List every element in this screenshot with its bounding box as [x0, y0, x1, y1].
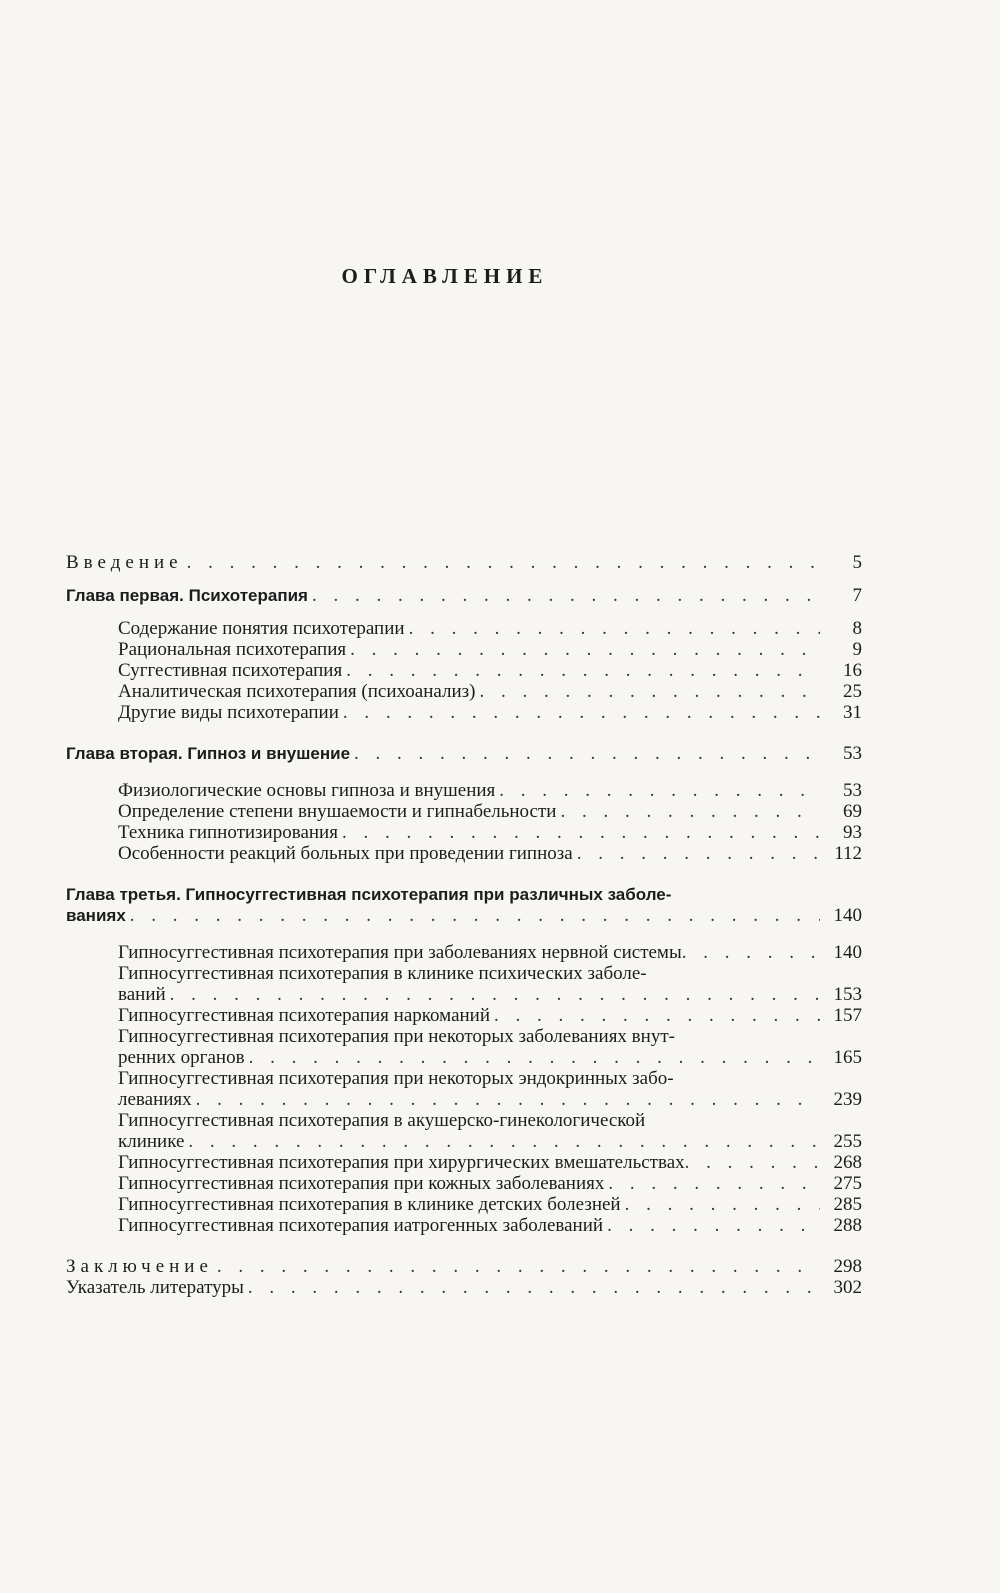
toc-entry[interactable] — [66, 1215, 862, 1236]
toc-entry-wrap-line[interactable]: Гипносуггестивная психотерапия при некоторых эндокринных забо- — [118, 1068, 674, 1089]
leader-dots — [682, 942, 824, 963]
toc-entry[interactable] — [66, 942, 862, 963]
toc-label: Суггестивная психотерапия — [118, 660, 343, 681]
toc-entry-wrap-line[interactable]: Гипносуггестивная психотерапия в клинике психических заболе- — [118, 963, 647, 984]
table-of-contents — [66, 552, 862, 1298]
toc-page: 153 — [833, 984, 862, 1005]
toc-entry-wrap-line[interactable]: Гипносуггестивная психотерапия в акушерско-гинекологической — [118, 1110, 646, 1131]
leader-dots — [607, 1215, 820, 1236]
toc-page: 165 — [833, 1047, 862, 1068]
toc-entry[interactable] — [66, 702, 862, 723]
toc-entry-wrap-line[interactable]: Гипносуггестивная психотерапия при некоторых заболеваниях внут- — [118, 1026, 675, 1047]
leader-dots — [685, 1152, 824, 1173]
leader-dots — [560, 801, 820, 822]
toc-chapter-3[interactable] — [66, 905, 862, 926]
toc-label: Гипносуггестивная психотерапия при хирургических вмешательствах — [118, 1152, 685, 1173]
toc-label: Гипносуггестивная психотерапия при кожных заболеваниях — [118, 1173, 605, 1194]
toc-page: 9 — [852, 639, 862, 660]
toc-page: 112 — [834, 843, 862, 864]
toc-label: ваний — [118, 984, 166, 1005]
toc-entry[interactable] — [66, 1089, 862, 1110]
leader-dots — [188, 1131, 820, 1152]
toc-entry[interactable] — [66, 1194, 862, 1215]
toc-page: 140 — [833, 942, 862, 963]
leader-dots — [248, 1277, 820, 1298]
toc-page: 53 — [843, 743, 862, 764]
toc-chapter-2[interactable] — [66, 743, 862, 764]
toc-entry[interactable] — [66, 639, 862, 660]
toc-page: 5 — [852, 552, 862, 573]
leader-dots — [354, 743, 820, 764]
toc-label: Техника гипнотизирования — [118, 822, 338, 843]
leader-dots — [130, 905, 820, 926]
toc-label: Аналитическая психотерапия (психоанализ) — [118, 681, 476, 702]
toc-page: 25 — [843, 681, 862, 702]
toc-entry[interactable] — [66, 660, 862, 681]
toc-label: Гипносуггестивная психотерапия наркоманий — [118, 1005, 491, 1026]
leader-dots — [494, 1005, 820, 1026]
toc-label: клинике — [118, 1131, 185, 1152]
leader-dots — [479, 681, 820, 702]
toc-page: 140 — [833, 905, 862, 926]
leader-dots — [350, 639, 820, 660]
toc-page: 7 — [852, 585, 862, 606]
toc-entry-intro[interactable] — [66, 552, 862, 573]
chapter-label: Глава вторая. Гипноз и внушение — [66, 744, 351, 763]
toc-entry-references[interactable] — [66, 1277, 862, 1298]
toc-label: Указатель литературы — [66, 1277, 244, 1298]
toc-label: Заключение — [66, 1256, 213, 1277]
toc-label: Введение — [66, 552, 183, 573]
toc-page: 288 — [833, 1215, 862, 1236]
leader-dots — [409, 618, 820, 639]
toc-entry[interactable] — [66, 1005, 862, 1026]
toc-page: 8 — [852, 618, 862, 639]
chapter-3-line-1[interactable]: Глава третья. Гипносуггестивная психотерапия при различных заболе- — [66, 885, 672, 904]
toc-entry[interactable] — [66, 822, 862, 843]
leader-dots — [312, 585, 820, 606]
toc-entry[interactable] — [66, 801, 862, 822]
leader-dots — [625, 1194, 820, 1215]
toc-label: Содержание понятия психотерапии — [118, 618, 405, 639]
leader-dots — [170, 984, 820, 1005]
page-title: ОГЛАВЛЕНИЕ — [341, 264, 549, 288]
leader-dots — [217, 1256, 820, 1277]
chapter-label: Глава первая. Психотерапия — [66, 586, 308, 605]
toc-label: Гипносуггестивная психотерапия иатрогенных заболеваний — [118, 1215, 604, 1236]
toc-label: Гипносуггестивная психотерапия при заболеваниях нервной системы — [118, 942, 682, 963]
leader-dots — [249, 1047, 820, 1068]
toc-entry[interactable] — [66, 984, 862, 1005]
toc-label: Рациональная психотерапия — [118, 639, 347, 660]
toc-page: 16 — [843, 660, 862, 681]
leader-dots — [608, 1173, 820, 1194]
toc-page: 275 — [833, 1173, 862, 1194]
leader-dots — [196, 1089, 820, 1110]
toc-page: 93 — [843, 822, 862, 843]
leader-dots — [346, 660, 820, 681]
toc-page: 268 — [833, 1152, 862, 1173]
toc-label: Гипносуггестивная психотерапия в клинике детских болезней — [118, 1194, 621, 1215]
toc-entry-conclusion[interactable] — [66, 1256, 862, 1277]
toc-entry[interactable] — [66, 618, 862, 639]
toc-page: 298 — [833, 1256, 862, 1277]
toc-entry[interactable] — [66, 780, 862, 801]
toc-page: 157 — [833, 1005, 862, 1026]
toc-page: 239 — [833, 1089, 862, 1110]
toc-entry[interactable] — [66, 1131, 862, 1152]
toc-page: 285 — [833, 1194, 862, 1215]
leader-dots — [342, 822, 820, 843]
toc-page: 53 — [843, 780, 862, 801]
toc-label: Физиологические основы гипноза и внушения — [118, 780, 496, 801]
leader-dots — [343, 702, 820, 723]
toc-page: 302 — [833, 1277, 862, 1298]
toc-label: ренних органов — [118, 1047, 245, 1068]
toc-entry[interactable] — [66, 1173, 862, 1194]
leader-dots — [499, 780, 820, 801]
toc-page: 255 — [833, 1131, 862, 1152]
toc-entry[interactable] — [66, 1047, 862, 1068]
leader-dots — [577, 843, 820, 864]
chapter-label: ваниях — [66, 906, 126, 925]
toc-entry[interactable] — [66, 843, 862, 864]
toc-page: 69 — [843, 801, 862, 822]
toc-page: 31 — [843, 702, 862, 723]
toc-label: Определение степени внушаемости и гипнабельности — [118, 801, 557, 822]
toc-entry[interactable] — [66, 1152, 862, 1173]
toc-label: леваниях — [118, 1089, 192, 1110]
toc-label: Особенности реакций больных при проведении гипноза — [118, 843, 573, 864]
toc-label: Другие виды психотерапии — [118, 702, 339, 723]
toc-entry[interactable] — [66, 681, 862, 702]
toc-chapter-1[interactable] — [66, 585, 862, 606]
leader-dots — [187, 552, 820, 573]
